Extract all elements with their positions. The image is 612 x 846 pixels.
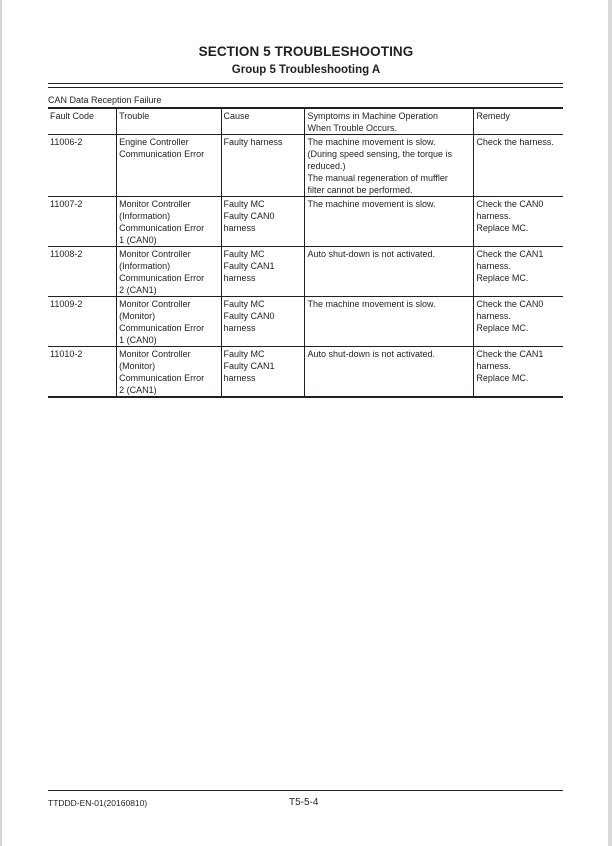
cell-fault-code xyxy=(48,135,117,197)
header-symptoms: Symptoms in Machine Operation When Trouble Occurs. xyxy=(305,108,474,135)
cell-symptoms-line: The manual regeneration of muffler xyxy=(307,173,448,183)
cell-fault-code xyxy=(48,347,117,398)
header-double-rule xyxy=(48,83,563,88)
cell-fault-code-value: 11009-2 xyxy=(50,299,83,309)
cell-trouble-line: Communication Error xyxy=(119,373,205,383)
cell-trouble xyxy=(117,197,221,247)
cell-cause xyxy=(221,197,305,247)
cell-remedy-line: Check the harness. xyxy=(476,137,554,147)
cell-symptoms xyxy=(305,247,474,297)
cell-fault-code xyxy=(48,297,117,347)
group-title: Group 5 Troubleshooting A xyxy=(231,64,381,76)
cell-cause-line: Faulty CAN0 xyxy=(223,211,275,221)
footer-doc-id: TTDDD-EN-01(20160810) xyxy=(48,798,148,808)
cell-trouble-line: 1 (CAN0) xyxy=(119,235,157,245)
cell-cause-line: harness xyxy=(223,273,256,283)
cell-trouble-line: Monitor Controller xyxy=(119,199,191,209)
table-row xyxy=(48,297,563,347)
cell-cause-line: Faulty CAN1 xyxy=(223,361,275,371)
cell-trouble-line: 2 (CAN1) xyxy=(119,285,157,295)
table-row xyxy=(48,197,563,247)
cell-symptoms-line: The machine movement is slow. xyxy=(307,299,436,309)
cell-cause-line: Faulty CAN0 xyxy=(223,311,275,321)
cell-symptoms-line: (During speed sensing, the torque is xyxy=(307,149,453,159)
cell-remedy-line: harness. xyxy=(476,361,511,371)
cell-symptoms-line: The machine movement is slow. xyxy=(307,137,436,147)
cell-cause-line: Faulty MC xyxy=(223,199,265,209)
header-remedy: Remedy xyxy=(474,108,563,135)
cell-trouble-line: Communication Error xyxy=(119,323,205,333)
cell-remedy-line: Check the CAN1 xyxy=(476,349,544,359)
footer-rule xyxy=(48,790,563,791)
fault-code-table xyxy=(48,107,563,398)
cell-cause-line: harness xyxy=(223,323,256,333)
cell-fault-code xyxy=(48,247,117,297)
cell-remedy xyxy=(474,197,563,247)
cell-remedy-line: Replace MC. xyxy=(476,273,529,283)
cell-cause-line: Faulty CAN1 xyxy=(223,261,275,271)
cell-symptoms-line: Auto shut-down is not activated. xyxy=(307,349,436,359)
table-body xyxy=(48,135,563,398)
cell-remedy-line: Check the CAN0 xyxy=(476,299,544,309)
cell-trouble xyxy=(117,347,221,398)
cell-trouble-line: 1 (CAN0) xyxy=(119,335,157,345)
cell-symptoms-line: The machine movement is slow. xyxy=(307,199,436,209)
table-row xyxy=(48,347,563,398)
cell-symptoms-line: filter cannot be performed. xyxy=(307,185,413,195)
cell-trouble-line: (Information) xyxy=(119,211,171,221)
cell-cause-line: Faulty MC xyxy=(223,299,265,309)
cell-remedy xyxy=(474,247,563,297)
cell-remedy-line: harness. xyxy=(476,261,511,271)
cell-cause xyxy=(221,297,305,347)
table-row xyxy=(48,135,563,197)
cell-trouble xyxy=(117,297,221,347)
cell-cause-line: harness xyxy=(223,373,256,383)
cell-symptoms xyxy=(305,297,474,347)
cell-trouble-line: (Monitor) xyxy=(119,311,156,321)
cell-symptoms-line: reduced.) xyxy=(307,161,346,171)
cell-fault-code-value: 11007-2 xyxy=(50,199,83,209)
cell-symptoms xyxy=(305,347,474,398)
cell-cause xyxy=(221,247,305,297)
cell-symptoms xyxy=(305,197,474,247)
cell-remedy xyxy=(474,135,563,197)
cell-trouble xyxy=(117,135,221,197)
header-cause: Cause xyxy=(221,108,305,135)
cell-remedy xyxy=(474,297,563,347)
cell-cause-line: harness xyxy=(223,223,256,233)
table-header-row xyxy=(48,108,563,135)
cell-trouble-line: 2 (CAN1) xyxy=(119,385,157,395)
cell-trouble-line: Communication Error xyxy=(119,273,205,283)
cell-trouble-line: Monitor Controller xyxy=(119,299,191,309)
cell-cause xyxy=(221,135,305,197)
cell-trouble xyxy=(117,247,221,297)
cell-trouble-line: Monitor Controller xyxy=(119,349,191,359)
cell-fault-code-value: 11008-2 xyxy=(50,249,83,259)
cell-remedy-line: Replace MC. xyxy=(476,323,529,333)
cell-cause xyxy=(221,347,305,398)
cell-remedy-line: harness. xyxy=(476,311,511,321)
section-title: SECTION 5 TROUBLESHOOTING xyxy=(198,44,414,59)
table-caption: CAN Data Reception Failure xyxy=(48,95,162,105)
cell-symptoms-line: Auto shut-down is not activated. xyxy=(307,249,436,259)
footer-page-number: T5-5-4 xyxy=(289,797,319,808)
cell-remedy-line: Check the CAN0 xyxy=(476,199,544,209)
cell-cause-line: Faulty MC xyxy=(223,249,265,259)
cell-trouble-line: Communication Error xyxy=(119,223,205,233)
cell-remedy-line: Check the CAN1 xyxy=(476,249,544,259)
page-edge-left xyxy=(0,0,2,846)
cell-trouble-line: (Information) xyxy=(119,261,171,271)
cell-cause-line: Faulty MC xyxy=(223,349,265,359)
cell-trouble-line: Monitor Controller xyxy=(119,249,191,259)
cell-remedy xyxy=(474,347,563,398)
table-row xyxy=(48,247,563,297)
cell-remedy-line: Replace MC. xyxy=(476,373,529,383)
header-trouble: Trouble xyxy=(117,108,221,135)
cell-trouble-line: (Monitor) xyxy=(119,361,156,371)
cell-fault-code xyxy=(48,197,117,247)
cell-remedy-line: Replace MC. xyxy=(476,223,529,233)
cell-trouble-line: Communication Error xyxy=(119,149,205,159)
page-edge-right xyxy=(608,0,612,846)
cell-remedy-line: harness. xyxy=(476,211,511,221)
cell-trouble-line: Engine Controller xyxy=(119,137,189,147)
cell-cause-line: Faulty harness xyxy=(223,137,283,147)
cell-symptoms xyxy=(305,135,474,197)
cell-fault-code-value: 11010-2 xyxy=(50,349,83,359)
cell-fault-code-value: 11006-2 xyxy=(50,137,83,147)
header-fault-code: Fault Code xyxy=(48,108,117,135)
